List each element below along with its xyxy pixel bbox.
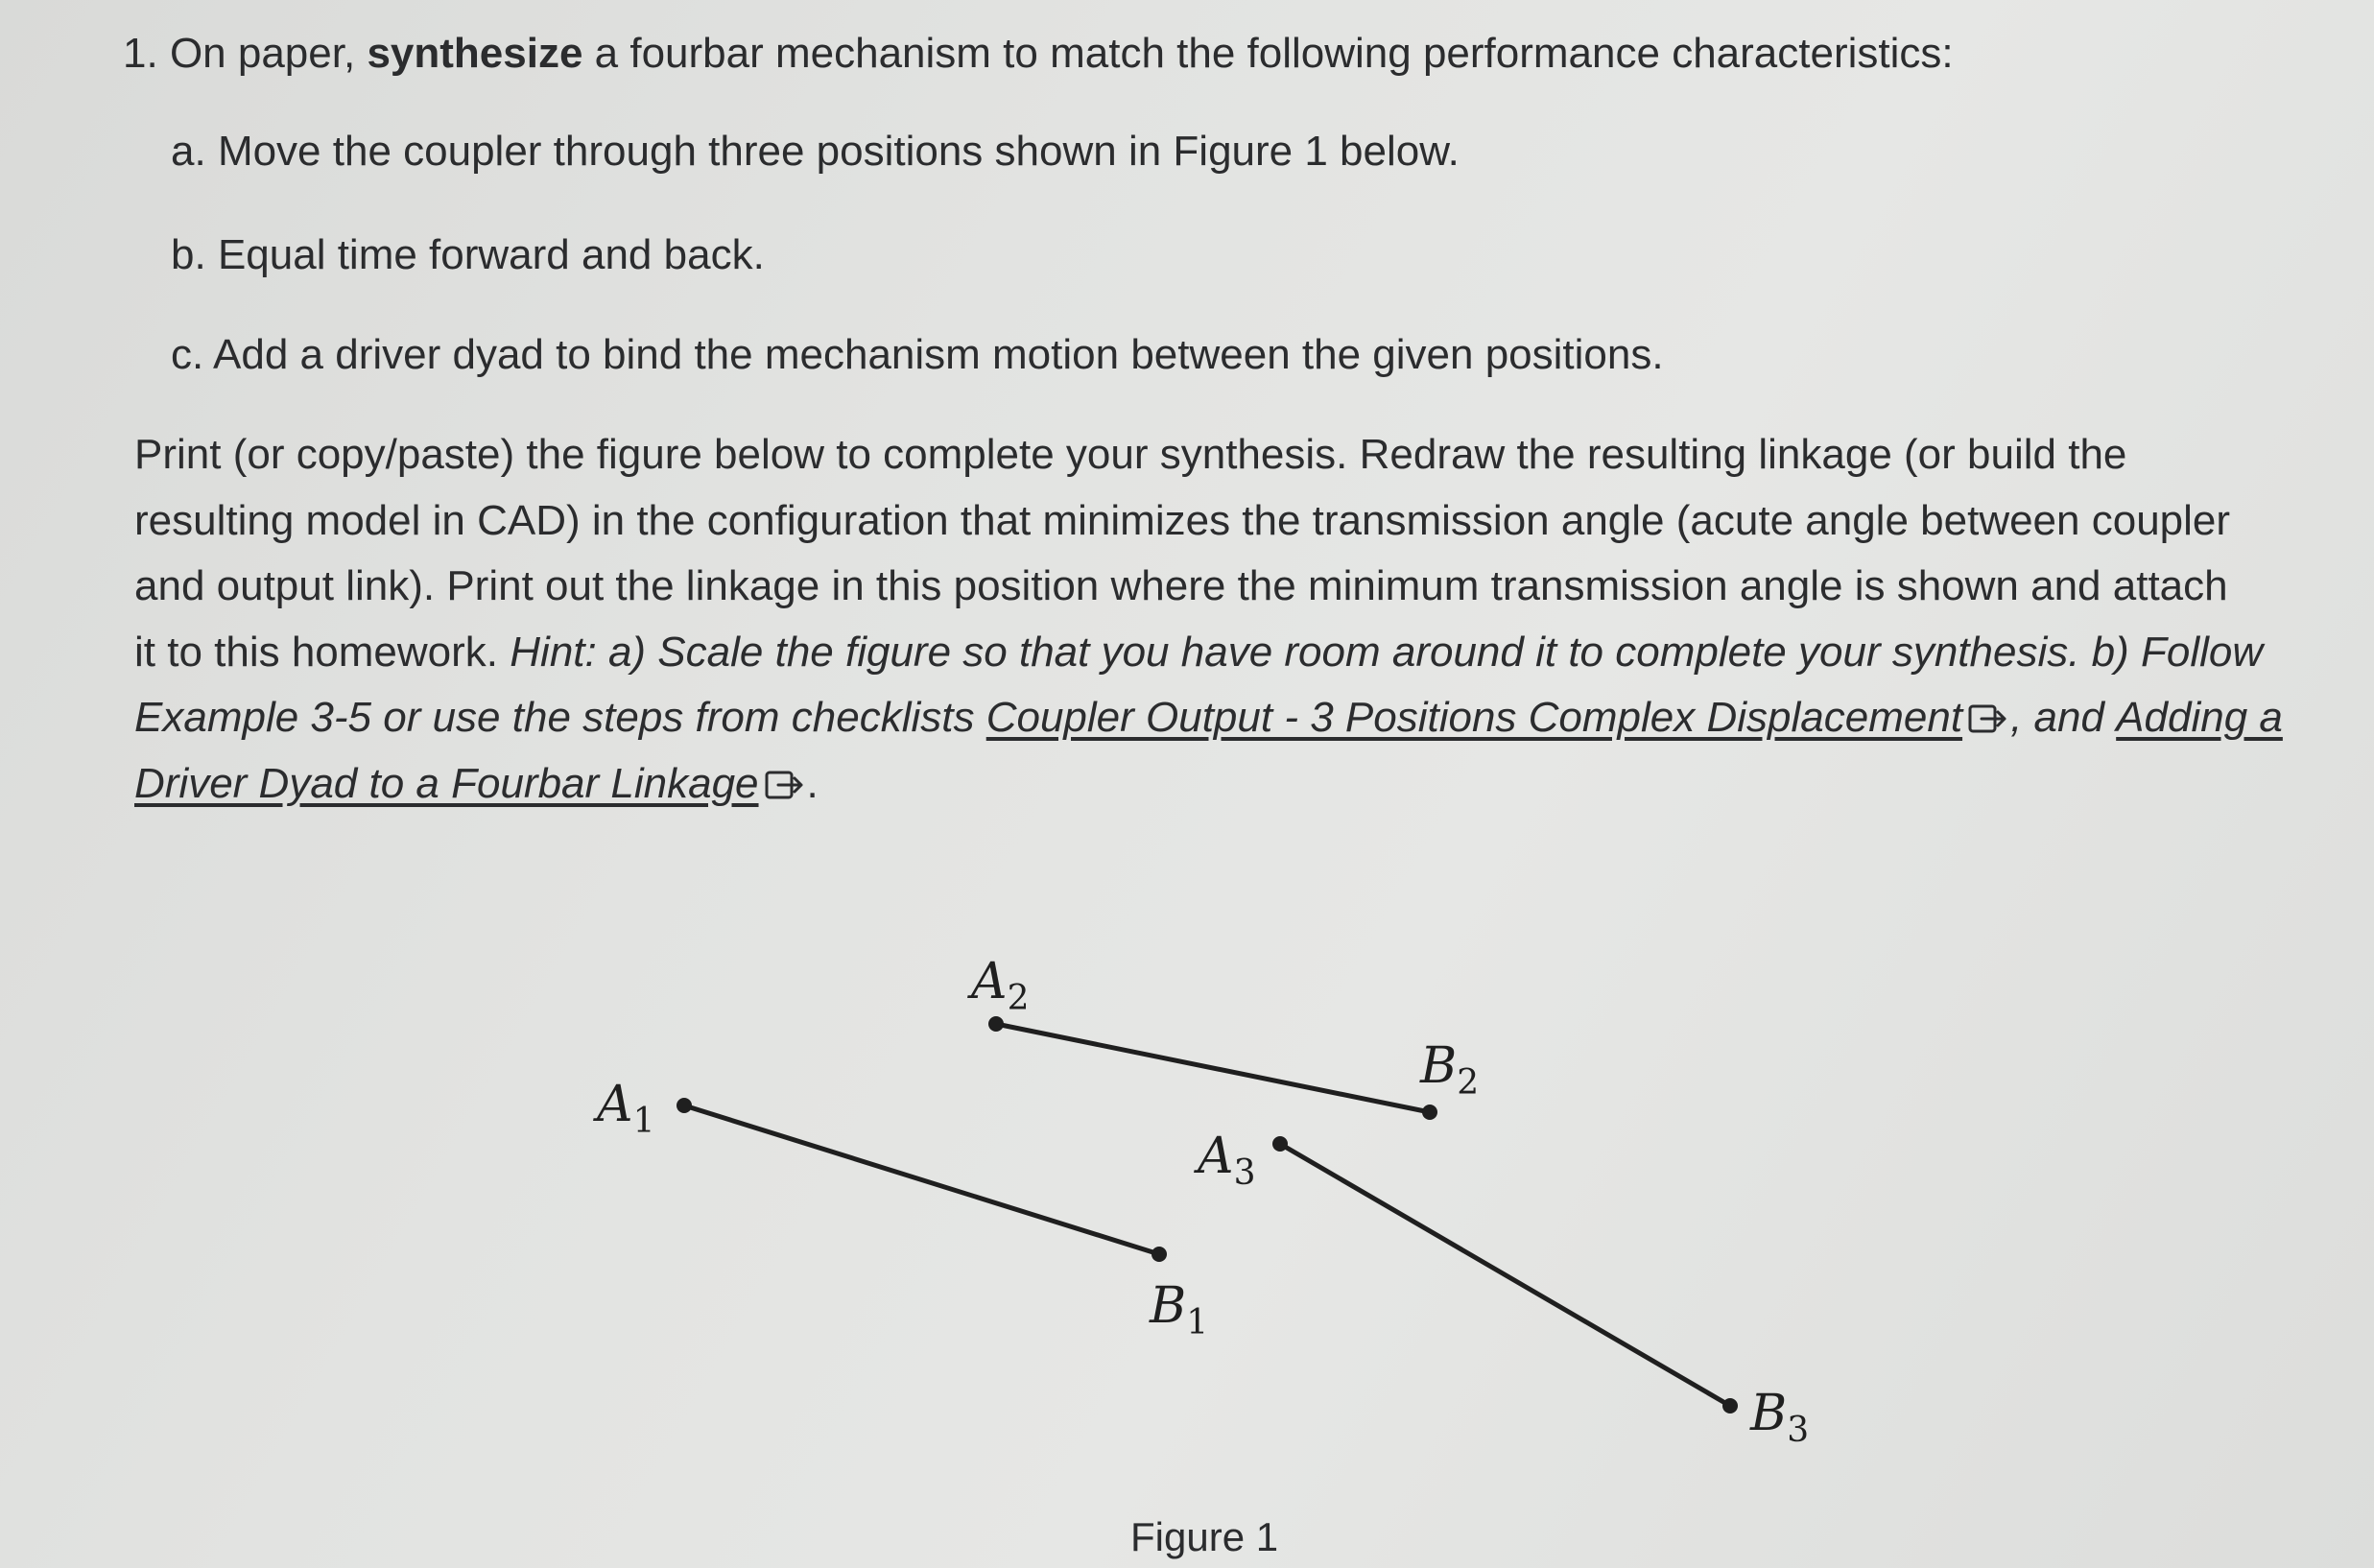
paragraph-end: . — [806, 759, 819, 807]
question-number: 1. — [123, 30, 158, 77]
figure-caption: Figure 1 — [1130, 1514, 1279, 1559]
paragraph-line-1: Print (or copy/paste) the figure below to complete your synthesis. Redraw the resulting linkage (or build the — [134, 431, 2127, 478]
point-b3-dot — [1722, 1398, 1738, 1414]
adding-driver-dyad-link-text-2[interactable]: Driver Dyad to a Fourbar Linkage — [134, 759, 759, 807]
question-intro-after: a fourbar mechanism to match the following performance characteristics: — [594, 30, 1954, 77]
coupler-position-3 — [1280, 1144, 1730, 1406]
label-b2: $B_2$ — [1420, 1037, 1480, 1103]
point-a2-dot — [988, 1016, 1004, 1032]
sub-item-text: Add a driver dyad to bind the mechanism motion between the given positions. — [213, 331, 1664, 378]
coupler-output-link-text[interactable]: Coupler Output - 3 Positions Complex Displacement — [985, 694, 1963, 741]
label-a1: $A_1$ — [597, 1076, 655, 1141]
label-a2: $A_2$ — [971, 953, 1030, 1018]
paragraph-and: , and — [2010, 694, 2104, 741]
adding-driver-dyad-link-text-1[interactable]: Adding a — [2116, 694, 2283, 741]
point-a3-dot — [1272, 1136, 1288, 1152]
paragraph-line-4-plain: it to this homework. — [134, 628, 499, 676]
point-a1-dot — [677, 1098, 692, 1113]
paragraph-hint-continued: Example 3-5 or use the steps from checklists — [134, 694, 975, 741]
sub-item-marker: c. — [171, 331, 204, 378]
label-b3: $B_3$ — [1750, 1385, 1810, 1450]
label-a3: $A_3$ — [1198, 1128, 1256, 1193]
point-b2-dot — [1422, 1105, 1437, 1120]
paragraph-line-2: resulting model in CAD) in the configuration that minimizes the transmission angle (acute angle between coupler — [134, 496, 2231, 544]
label-b1: $B_1$ — [1150, 1277, 1209, 1342]
point-b1-dot — [1151, 1247, 1167, 1262]
question-intro-bold: synthesize — [367, 30, 583, 77]
coupler-position-2 — [996, 1024, 1430, 1112]
paragraph-hint: Hint: a) Scale the figure so that you have room around it to complete your synthesis. b) Follow — [510, 628, 2264, 676]
sub-item-marker: a. — [171, 128, 206, 175]
coupler-position-1 — [684, 1105, 1159, 1254]
sub-item-marker: b. — [171, 231, 206, 278]
question-intro-before: On paper, — [169, 30, 356, 77]
sub-item-text: Move the coupler through three positions shown in Figure 1 below. — [217, 128, 1460, 175]
paragraph-line-3: and output link). Print out the linkage in this position where the minimum transmission angle is shown and attach — [134, 562, 2228, 609]
sub-item-text: Equal time forward and back. — [217, 231, 765, 278]
